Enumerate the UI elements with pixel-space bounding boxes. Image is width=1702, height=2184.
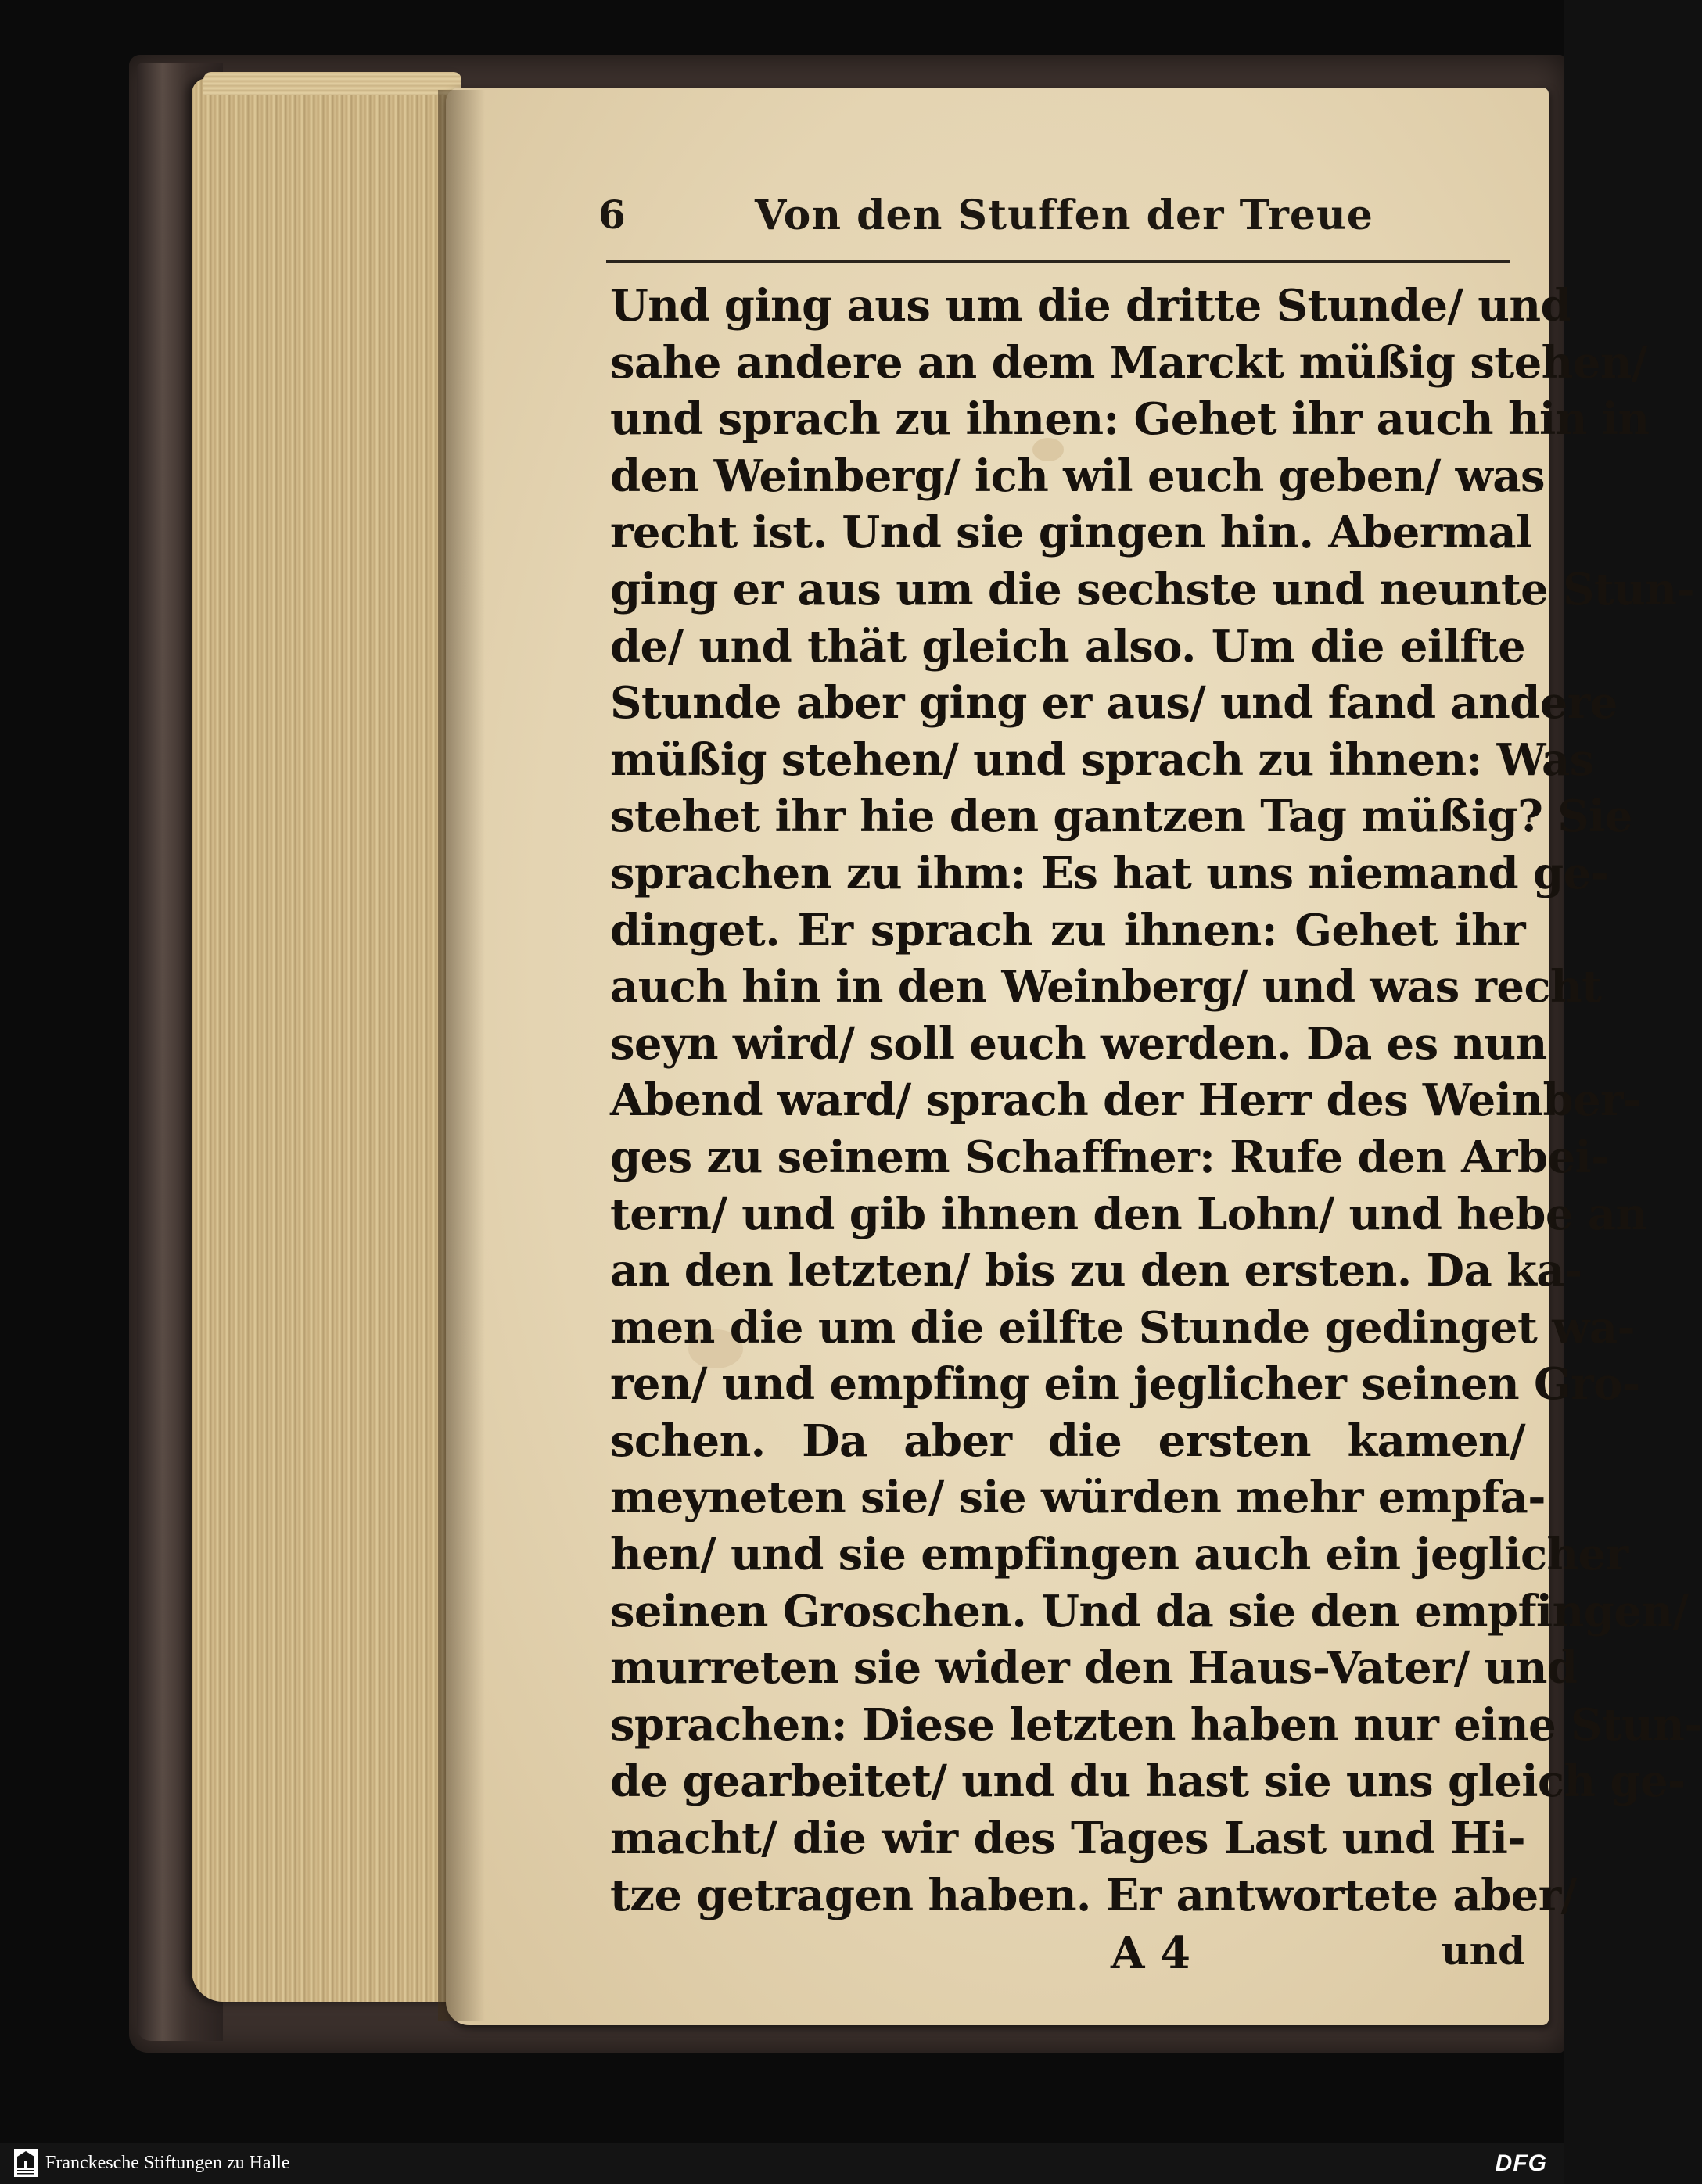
page-block-edges xyxy=(192,78,458,2002)
text-line: sprachen: Diese letzten haben nur eine Stun- xyxy=(610,1698,1702,1751)
catchword: und xyxy=(1441,1928,1525,1974)
text-line: recht ist. Und sie gingen hin. Abermal xyxy=(610,507,1532,559)
text-line: seinen Groschen. Und da sie den empfingen/ xyxy=(610,1585,1689,1637)
text-line: hen/ und sie empfingen auch ein jeglicher xyxy=(610,1529,1628,1581)
text-line: de gearbeitet/ und du hast sie uns gleich ge- xyxy=(610,1755,1686,1808)
text-line: macht/ die wir des Tages Last und Hi- xyxy=(610,1813,1525,1865)
page-footer xyxy=(610,1928,1525,1990)
body-text xyxy=(610,278,1702,1924)
text-line: meyneten sie/ sie würden mehr empfa- xyxy=(610,1472,1546,1524)
dfg-logo[interactable]: DFG xyxy=(1495,2150,1547,2176)
viewer-footer-bar xyxy=(0,2143,1564,2184)
text-line: ging er aus um die sechste und neunte Stun- xyxy=(610,563,1694,615)
text-line: müßig stehen/ und sprach zu ihnen: Was xyxy=(610,733,1594,786)
gutter-shadow xyxy=(438,90,485,2021)
text-line: tern/ und gib ihnen den Lohn/ und hebe an xyxy=(610,1188,1647,1240)
institution-name[interactable]: Franckesche Stiftungen zu Halle xyxy=(45,2153,290,2173)
text-line: de/ und thät gleich also. Um die eilfte xyxy=(610,620,1525,672)
text-line: und sprach zu ihnen: Gehet ihr auch hin in xyxy=(610,393,1650,446)
text-line: Abend ward/ sprach der Herr des Weinber- xyxy=(610,1074,1641,1127)
page-number: 6 xyxy=(598,192,626,238)
page-header xyxy=(598,184,1510,254)
text-line: dinget. Er sprach zu ihnen: Gehet ihr xyxy=(610,904,1525,956)
header-rule xyxy=(606,260,1510,263)
page-block-top xyxy=(203,72,461,95)
text-line: sprachen zu ihm: Es hat uns niemand ge- xyxy=(610,847,1609,899)
text-line: schen. Da aber die ersten kamen/ xyxy=(610,1415,1525,1467)
text-line: Und ging aus um die dritte Stunde/ und xyxy=(610,280,1571,332)
text-line: ges zu seinem Schaffner: Rufe den Arbei- xyxy=(610,1131,1609,1183)
running-title: Von den Stuffen der Treue xyxy=(755,192,1373,239)
text-line: men die um die eilfte Stunde gedinget wa- xyxy=(610,1301,1636,1354)
text-line: murreten sie wider den Haus-Vater/ und xyxy=(610,1642,1578,1694)
text-line: seyn wird/ soll euch werden. Da es nun xyxy=(610,1017,1547,1070)
text-line: sahe andere an dem Marckt müßig stehen/ xyxy=(610,336,1647,389)
text-line: ren/ und empfing ein jeglicher seinen Gro- xyxy=(610,1358,1640,1411)
text-line: den Weinberg/ ich wil euch geben/ was xyxy=(610,450,1545,502)
francke-foundation-logo-icon[interactable] xyxy=(14,2149,38,2177)
text-line: Stunde aber ging er aus/ und fand andere xyxy=(610,677,1618,730)
text-line: auch hin in den Weinberg/ und was recht xyxy=(610,961,1602,1013)
text-line: stehet ihr hie den gantzen Tag müßig? Sie xyxy=(610,791,1632,843)
text-line: tze getragen haben. Er antwortete aber/ xyxy=(610,1869,1577,1921)
signature-mark: A 4 xyxy=(1111,1928,1190,1979)
text-line: an den letzten/ bis zu den ersten. Da ka- xyxy=(610,1245,1582,1297)
